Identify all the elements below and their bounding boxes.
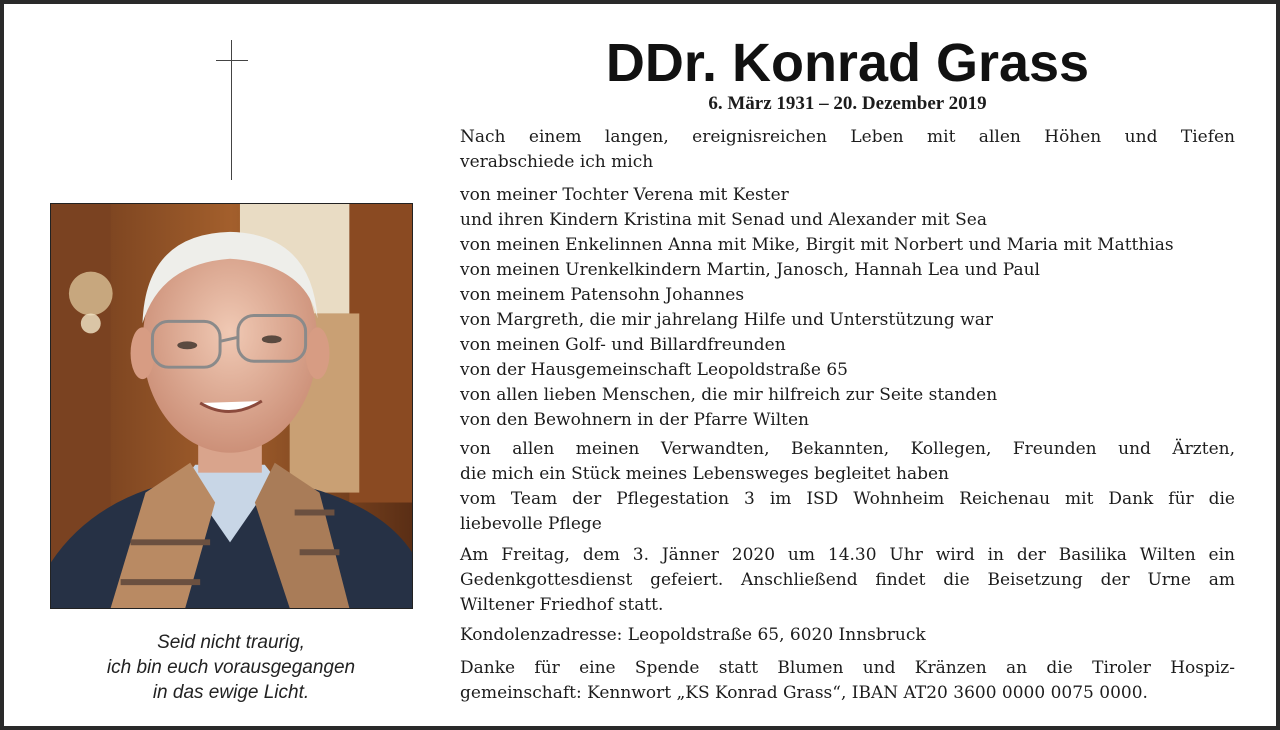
farewell-line: von meinem Patensohn Johannes xyxy=(460,285,745,305)
quote-line: ich bin euch vorausgegangen xyxy=(106,657,356,678)
farewell-line: von meinen Enkelinnen Anna mit Mike, Birgit mit Norbert und Maria mit Matthias xyxy=(460,235,1174,255)
service-line: Gedenkgottesdienst gefeiert. Anschließend findet die Beisetzung der Urne am xyxy=(460,570,1235,590)
intro-paragraph xyxy=(460,125,1235,175)
farewell-line: von meinen Urenkelkindern Martin, Janosch, Hannah Lea und Paul xyxy=(460,260,1040,280)
quote-line: Seid nicht traurig, xyxy=(157,632,305,653)
farewell-line: von meinen Golf- und Billardfreunden xyxy=(460,335,786,355)
service-line: Wiltener Friedhof statt. xyxy=(460,595,664,615)
farewell-line: und ihren Kindern Kristina mit Senad und Alexander mit Sea xyxy=(460,210,987,230)
donation-line: gemeinschaft: Kennwort „KS Konrad Grass“, IBAN AT20 3600 0000 0075 0000. xyxy=(460,683,1148,703)
farewell-list xyxy=(460,183,1235,433)
farewell-line: von meiner Tochter Verena mit Kester xyxy=(460,185,789,205)
care-team-paragraph xyxy=(460,487,1235,537)
intro-line: Nach einem langen, ereignisreichen Leben mit allen Höhen und Tiefen xyxy=(460,127,1235,147)
portrait-photo xyxy=(50,203,413,609)
memorial-quote xyxy=(44,630,418,705)
farewell-line: von allen lieben Menschen, die mir hilfreich zur Seite standen xyxy=(460,385,998,405)
life-dates: 6. März 1931 – 20. Dezember 2019 xyxy=(708,93,987,114)
care-team-line: vom Team der Pflegestation 3 im ISD Wohnheim Reichenau mit Dank für die xyxy=(460,489,1235,509)
deceased-name: DDr. Konrad Grass xyxy=(605,33,1090,93)
cross-icon xyxy=(216,40,248,180)
intro-line: verabschiede ich mich xyxy=(460,152,654,172)
quote-line: in das ewige Licht. xyxy=(152,682,310,703)
donation-line: Danke für eine Spende statt Blumen und Kränzen an die Tiroler Hospiz- xyxy=(460,658,1235,678)
condolence-address: Kondolenzadresse: Leopoldstraße 65, 6020 Innsbruck xyxy=(460,625,926,645)
farewell-line: von der Hausgemeinschaft Leopoldstraße 65 xyxy=(460,360,848,380)
relatives-paragraph xyxy=(460,437,1235,487)
donation-paragraph xyxy=(460,656,1235,706)
farewell-line: von den Bewohnern in der Pfarre Wilten xyxy=(460,410,809,430)
service-line: Am Freitag, dem 3. Jänner 2020 um 14.30 Uhr wird in der Basilika Wilten ein xyxy=(460,545,1235,565)
relatives-line: die mich ein Stück meines Lebensweges begleitet haben xyxy=(460,464,949,484)
relatives-line: von allen meinen Verwandten, Bekannten, Kollegen, Freunden und Ärzten, xyxy=(460,439,1235,459)
farewell-line: von Margreth, die mir jahrelang Hilfe und Unterstützung war xyxy=(460,310,993,330)
care-team-line: liebevolle Pflege xyxy=(460,514,602,534)
service-paragraph xyxy=(460,543,1235,618)
